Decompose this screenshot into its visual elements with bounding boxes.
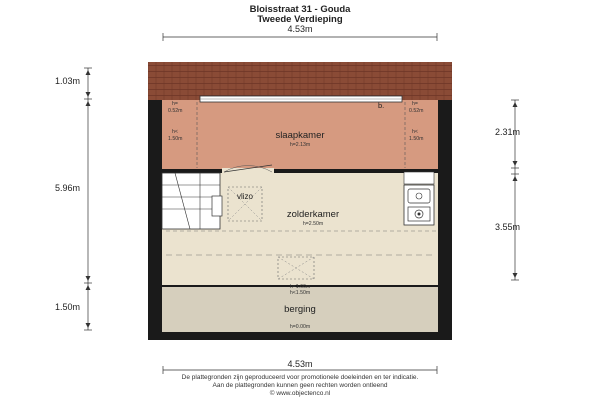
disclaimer-line-2: Aan de plattegronden kunnen geen rechten worden ontleend [212, 382, 388, 389]
left-roof-dim: 1.03m [54, 76, 80, 86]
height-mark: h= [172, 101, 178, 107]
height-mark: h< [412, 129, 418, 135]
copyright: © www.objectenco.nl [269, 390, 331, 397]
slaapkamer-label: slaapkamer [275, 130, 325, 141]
plan-floor-title: Tweede Verdieping [257, 14, 343, 25]
height-mark: 0.52m [168, 108, 183, 114]
height-mark: h=1.66m [289, 284, 311, 290]
height-mark: h< [172, 129, 178, 135]
zolderkamer-height: h=2.50m [302, 221, 324, 227]
left-bottom-dim: 1.50m [54, 302, 80, 312]
left-dimensions [84, 68, 92, 330]
height-mark: h= [412, 101, 418, 107]
berging-height: h=0.00m [289, 324, 311, 330]
plan-address: Bloisstraat 31 - Gouda [249, 4, 351, 15]
staircase [162, 173, 222, 229]
height-mark: 0.52m [409, 108, 424, 114]
height-mark: 1.50m [409, 136, 424, 142]
top-dimension [163, 33, 437, 41]
right-lower-dim: 3.55m [495, 222, 521, 232]
height-mark: 1.50m [168, 136, 183, 142]
b-label: b. [378, 101, 385, 110]
top-width-label: 4.53m [287, 24, 313, 34]
appliance-unit [404, 185, 434, 225]
berging-label: berging [284, 304, 316, 315]
disclaimer-line-1: De plattegronden zijn geproduceerd voor promotionele doeleinden en ter indicatie. [181, 374, 419, 381]
left-main-dim: 5.96m [54, 183, 80, 193]
bottom-width-label: 4.53m [287, 359, 313, 369]
zolderkamer-label: zolderkamer [286, 209, 340, 220]
roof-tiles [148, 62, 452, 100]
vlizo-label: vlizo [236, 192, 254, 201]
height-mark: h<1.50m [289, 290, 311, 296]
slaapkamer-height: h=2.13m [289, 142, 311, 148]
right-upper-dim: 2.31m [495, 127, 521, 137]
